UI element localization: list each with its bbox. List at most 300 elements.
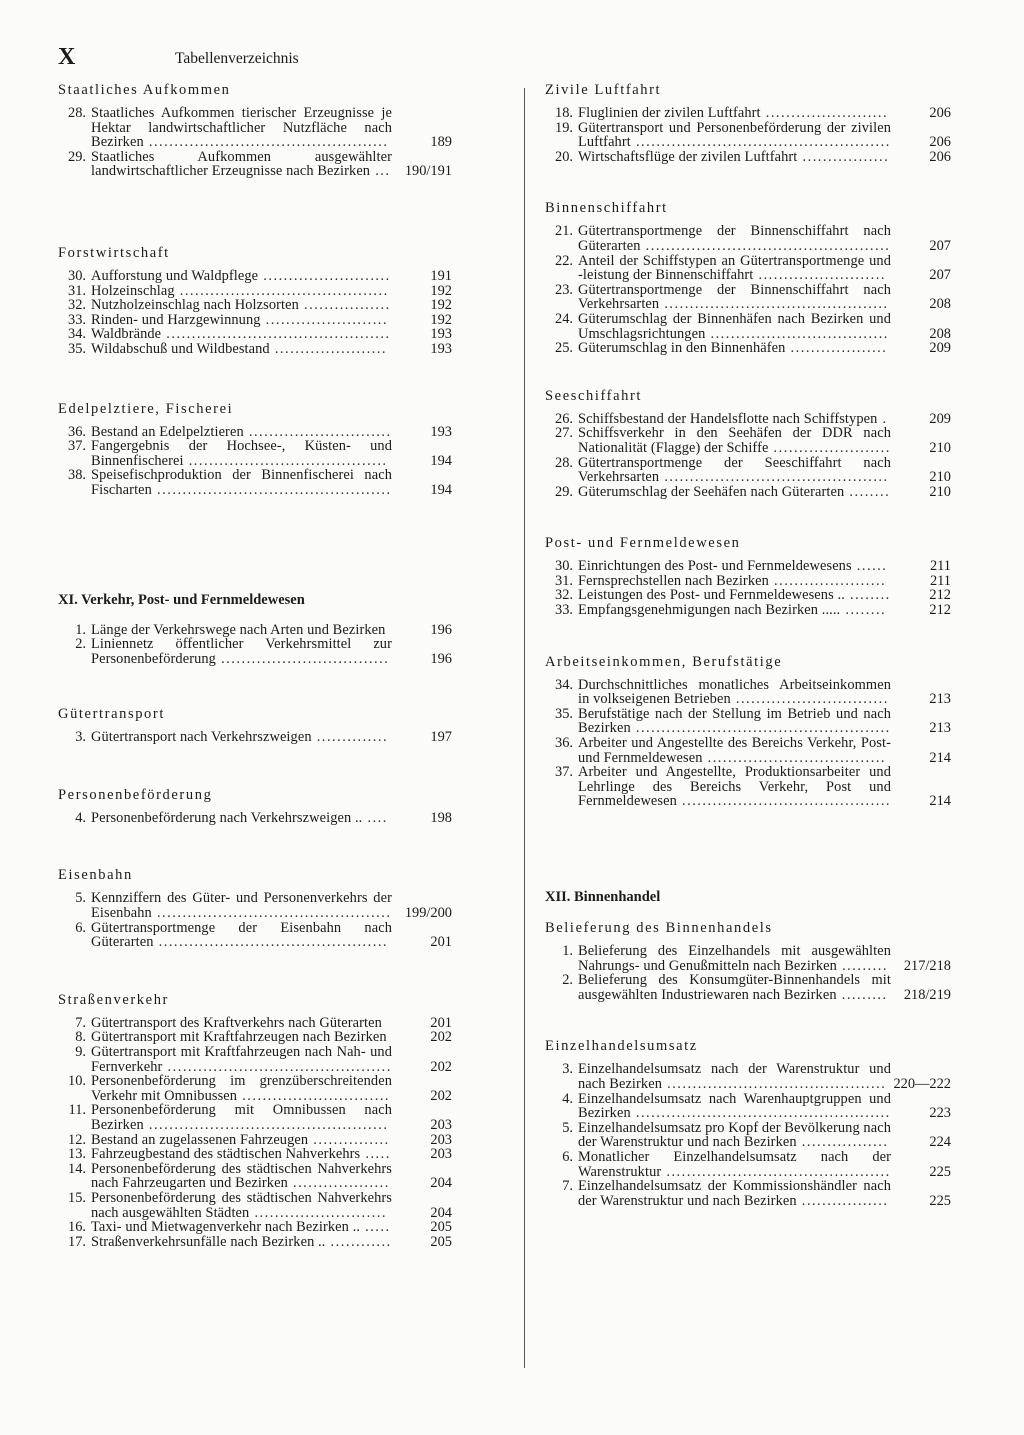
toc-entry[interactable] [58, 342, 452, 357]
page-reference: 208 [929, 296, 951, 313]
toc-entry[interactable] [58, 439, 452, 468]
dot-leader: ...... [851, 559, 888, 574]
page-reference: 205 [430, 1219, 452, 1236]
dot-leader: ............................................. [153, 934, 389, 950]
toc-entry[interactable] [58, 1147, 452, 1162]
left-column [58, 82, 452, 1249]
table-title: Güterumschlag der Binnenhäfen nach Bezirken und Umschlagsrichtungen ................................... [578, 311, 891, 342]
toc-entry[interactable] [58, 269, 452, 284]
table-number: 24. [555, 310, 573, 327]
toc-entry[interactable] [545, 736, 951, 765]
table-number: 33. [68, 311, 86, 328]
toc-entry[interactable] [545, 707, 951, 736]
table-title: Fluglinien der zivilen Luftfahrt ........................ [578, 106, 889, 121]
page-reference: 203 [430, 1117, 452, 1133]
dot-leader: ......... [836, 957, 888, 974]
page-reference: 211 [929, 572, 951, 589]
page-reference: 218/219 [903, 986, 951, 1003]
table-title: Personenbeförderung des städtischen Nahverkehrs nach ausgewählten Städten .......................... [91, 1190, 392, 1221]
dot-leader: ................................... [705, 325, 889, 342]
dot-leader: .................................................. [630, 134, 891, 150]
table-number: 37. [555, 764, 573, 781]
dot-leader: ............... [308, 1132, 390, 1148]
page-reference: 202 [430, 1087, 452, 1104]
section-heading: Gütertransport [58, 706, 165, 723]
toc-entry[interactable] [58, 623, 452, 638]
toc-section [545, 1038, 951, 1208]
table-number: 9. [75, 1044, 86, 1061]
toc-section [58, 787, 452, 826]
toc-section [545, 200, 951, 355]
toc-entry[interactable] [545, 1179, 951, 1208]
table-number: 35. [68, 340, 86, 357]
page-reference: 214 [929, 749, 951, 766]
page-reference: 202 [430, 1029, 452, 1046]
dot-leader: ................................. [215, 650, 390, 667]
dot-leader: ......................... [753, 267, 886, 283]
table-title: Straßenverkehrsunfälle nach Bezirken .. ............ [91, 1234, 392, 1250]
toc-section [58, 401, 452, 498]
toc-entry[interactable] [58, 1045, 452, 1074]
page-reference: 196 [430, 650, 452, 667]
toc-section [545, 535, 951, 617]
table-title: Einzelhandelsumsatz der Kommissionshändler nach der Warenstruktur und nach Bezirken ................. [578, 1179, 891, 1209]
table-title: Gütertransportmenge der Binnenschiffahrt nach Güterarten ................................................ [578, 224, 891, 254]
table-title: Wildabschuß und Wildbestand ...................... [91, 341, 387, 357]
table-number: 36. [68, 423, 86, 440]
table-title: Wirtschaftsflüge der zivilen Luftfahrt ................. [578, 149, 890, 165]
toc-entry[interactable] [545, 588, 951, 603]
dot-leader: .......................... [249, 1204, 387, 1221]
table-number: 30. [68, 267, 86, 284]
toc-entry[interactable] [545, 574, 951, 589]
table-number: 3. [75, 729, 86, 746]
table-number: 8. [75, 1029, 86, 1046]
dot-leader: ........................ [260, 312, 389, 328]
table-number: 32. [555, 587, 573, 604]
section-heading: Binnenschiffahrt [545, 200, 668, 217]
table-title: Fernsprechstellen nach Bezirken ...................... [578, 573, 887, 589]
right-column [545, 82, 951, 1208]
toc-entry[interactable] [58, 637, 452, 666]
toc-entry[interactable] [545, 1062, 951, 1091]
dot-leader: ............................................ [659, 296, 889, 312]
table-number: 19. [555, 119, 573, 136]
toc-entry[interactable] [58, 1074, 452, 1103]
table-number: 25. [555, 340, 573, 357]
table-title: Waldbrände ............................................ [91, 327, 391, 342]
page-reference: 201 [430, 934, 452, 951]
dot-leader: ........ [840, 603, 887, 618]
section-heading: Seeschiffahrt [545, 387, 643, 404]
page-reference: 198 [430, 809, 452, 826]
toc-entry[interactable] [545, 944, 951, 973]
table-title: Gütertransportmenge der Binnenschiffahrt nach Verkehrsarten ............................................ [578, 282, 891, 312]
table-title: Gütertransport nach Verkehrszweigen .............. [91, 730, 389, 745]
table-title: Einzelhandelsumsatz pro Kopf der Bevölkerung nach der Warenstruktur und nach Bezirken ................. [578, 1120, 891, 1150]
page-reference: 189 [430, 134, 452, 151]
dot-leader: ................... [785, 341, 888, 356]
toc-section [545, 889, 951, 906]
toc-entry[interactable] [545, 456, 951, 485]
table-number: 36. [555, 735, 573, 752]
toc-entry[interactable] [58, 891, 452, 920]
table-number: 32. [68, 297, 86, 314]
page-reference: 225 [929, 1192, 951, 1209]
toc-entry[interactable] [58, 1030, 452, 1045]
table-number: 12. [68, 1131, 86, 1148]
section-heading: Zivile Luftfahrt [545, 82, 662, 98]
table-title: Personenbeförderung nach Verkehrszweigen .. .... [91, 810, 388, 826]
page-reference: 190/191 [404, 163, 452, 180]
toc-entry[interactable] [545, 603, 951, 618]
table-title: Durchschnittliches monatliches Arbeitseinkommen in volkseigenen Betrieben .............................. [578, 677, 891, 707]
toc-entry[interactable] [545, 121, 951, 150]
chapter-heading: XII. Binnenhandel [545, 889, 661, 905]
dot-leader: .............................................. [151, 905, 392, 921]
toc-entry[interactable] [545, 283, 951, 312]
page-reference: 191 [430, 267, 452, 284]
chapter-heading: XI. Verkehr, Post- und Fernmeldewesen [58, 591, 305, 608]
toc-entry[interactable] [58, 1133, 452, 1148]
table-number: 6. [562, 1148, 573, 1165]
table-title: Gütertransport des Kraftverkehrs nach Güterarten [91, 1015, 382, 1031]
dot-leader: ................................... [702, 749, 887, 766]
page-reference: 201 [430, 1014, 452, 1031]
dot-leader: ............................................ [661, 1163, 891, 1180]
table-number: 16. [68, 1219, 86, 1236]
dot-leader: ............................................... [143, 1117, 389, 1133]
toc-entry[interactable] [58, 1103, 452, 1132]
dot-leader: ..... [360, 1147, 391, 1162]
table-title: Personenbeförderung im grenzüberschreitenden Verkehr mit Omnibussen ............................. [91, 1074, 392, 1104]
section-heading: Straßenverkehr [58, 991, 169, 1008]
table-number: 18. [555, 105, 573, 121]
page-number: X [58, 44, 77, 70]
dot-leader: .... [362, 810, 388, 826]
toc-entry[interactable] [545, 106, 951, 121]
column-divider [524, 88, 525, 1368]
section-heading: Staatliches Aufkommen [58, 82, 231, 98]
toc-entry[interactable] [545, 559, 951, 574]
table-title: Einrichtungen des Post- und Fernmeldewesens ...... [578, 559, 888, 574]
toc-entry[interactable] [58, 921, 452, 950]
table-title: Gütertransportmenge der Seeschiffahrt nach Verkehrsarten ............................................ [578, 455, 891, 485]
table-number: 5. [75, 890, 86, 907]
table-number: 10. [68, 1073, 86, 1090]
toc-section [58, 82, 452, 179]
toc-entry[interactable] [58, 468, 452, 497]
page-reference: 196 [430, 621, 452, 638]
table-title: Staatliches Aufkommen ausgewählter landwirtschaftlicher Erzeugnisse nach Bezirken ... [91, 149, 392, 179]
toc-entry[interactable] [58, 150, 452, 179]
dot-leader: .............. [311, 730, 389, 745]
table-title: Personenbeförderung des städtischen Nahverkehrs nach Fahrzeugarten und Bezirken ................... [91, 1161, 392, 1191]
dot-leader: .............................. [730, 691, 889, 707]
table-title: Belieferung des Konsumgüter-Binnenhandels mit ausgewählten Industriewaren nach Bezirken ......... [578, 973, 891, 1003]
table-title: Staatliches Aufkommen tierischer Erzeugnisse je Hektar landwirtschaftlicher Nutzfläche nach Bezirken ............................................... [91, 106, 392, 150]
table-number: 29. [555, 483, 573, 500]
toc-entry[interactable] [545, 765, 951, 809]
table-title: Holzeinschlag ......................................... [91, 283, 389, 299]
section-heading: Arbeitseinkommen, Berufstätige [545, 653, 783, 670]
table-title: Schiffsbestand der Handelsflotte nach Schiffstypen . [578, 411, 888, 427]
table-title: Gütertransport mit Kraftfahrzeugen nach Bezirken [91, 1030, 387, 1046]
dot-leader: ..... [360, 1220, 391, 1235]
toc-entry[interactable] [58, 1220, 452, 1235]
table-title: Berufstätige nach der Stellung im Betrieb und nach Bezirken .................................................. [578, 706, 891, 737]
page-reference: 193 [430, 326, 452, 343]
dot-leader: ............................................ [659, 469, 889, 485]
dot-leader: ........................ [760, 106, 889, 121]
page-reference: 199/200 [404, 905, 452, 922]
table-number: 4. [75, 809, 86, 826]
page-reference: 203 [430, 1131, 452, 1148]
table-title: Rinden- und Harzgewinnung ........................ [91, 312, 389, 328]
table-number: 3. [562, 1061, 573, 1078]
dot-leader: ...................... [269, 341, 387, 357]
page-reference: 203 [430, 1146, 452, 1163]
dot-leader: ........ [844, 588, 891, 604]
dot-leader: ......................................... [174, 283, 389, 299]
table-title: Länge der Verkehrswege nach Arten und Bezirken [91, 622, 386, 638]
section-heading: Einzelhandelsumsatz [545, 1038, 698, 1055]
toc-entry[interactable] [58, 284, 452, 299]
toc-entry[interactable] [58, 1162, 452, 1191]
page-reference: 210 [929, 469, 951, 486]
table-number: 20. [555, 148, 573, 165]
dot-leader: ......................... [258, 268, 391, 284]
toc-entry[interactable] [58, 811, 452, 826]
table-number: 33. [555, 602, 573, 619]
toc-entry[interactable] [58, 106, 452, 150]
table-number: 35. [555, 705, 573, 722]
table-number: 4. [562, 1090, 573, 1107]
toc-entry[interactable] [58, 1235, 452, 1250]
toc-entry[interactable] [545, 224, 951, 253]
table-title: Güterumschlag in den Binnenhäfen ................... [578, 341, 888, 356]
table-number: 14. [68, 1160, 86, 1177]
page-reference: 214 [929, 793, 951, 810]
toc-entry[interactable] [545, 1092, 951, 1121]
table-title: Fangergebnis der Hochsee-, Küsten- und Binnenfischerei ....................................... [91, 439, 392, 469]
page-reference: 209 [929, 340, 951, 357]
page-reference: 225 [929, 1163, 951, 1180]
toc-entry[interactable] [58, 327, 452, 342]
page-reference: 212 [929, 587, 951, 604]
dot-leader: ............................. [237, 1087, 391, 1104]
section-heading: Edelpelztiere, Fischerei [58, 400, 234, 417]
table-title: Fahrzeugbestand des städtischen Nahverkehrs ..... [91, 1147, 391, 1162]
table-number: 21. [555, 223, 573, 240]
table-title: Nutzholzeinschlag nach Holzsorten ................. [91, 298, 391, 313]
table-number: 5. [562, 1119, 573, 1136]
toc-entry[interactable] [545, 973, 951, 1002]
toc-section [545, 654, 951, 809]
table-title: Gütertransport mit Kraftfahrzeugen nach Nah- und Fernverkehr ............................................ [91, 1045, 392, 1075]
table-number: 28. [68, 105, 86, 121]
table-title: Einzelhandelsumsatz nach Warenhauptgruppen und Bezirken .................................................. [578, 1091, 891, 1121]
toc-entry[interactable] [58, 1016, 452, 1031]
page-reference: 209 [929, 410, 951, 427]
toc-entry[interactable] [545, 485, 951, 500]
table-title: Liniennetz öffentlicher Verkehrsmittel zur Personenbeförderung ................................. [91, 637, 392, 667]
page-reference: 208 [929, 325, 951, 342]
table-title: Bestand an Edelpelztieren ............................ [91, 424, 392, 440]
dot-leader: . [877, 411, 888, 427]
page-reference: 210 [929, 483, 951, 500]
dot-leader: ... [370, 163, 391, 179]
table-title: Empfangsgenehmigungen nach Bezirken ..... ........ [578, 603, 887, 618]
page-reference: 212 [929, 602, 951, 619]
page-reference: 206 [929, 105, 951, 121]
table-number: 15. [68, 1189, 86, 1206]
table-number: 28. [555, 454, 573, 471]
section-heading: Forstwirtschaft [58, 244, 170, 261]
toc-section [58, 992, 452, 1250]
toc-section [58, 706, 452, 745]
dot-leader: .............................................. [151, 481, 392, 498]
dot-leader: ................. [796, 1192, 889, 1209]
dot-leader: ................. [797, 149, 890, 165]
dot-leader: ................. [298, 298, 391, 313]
section-heading: Personenbeförderung [58, 786, 213, 803]
toc-entry[interactable] [545, 341, 951, 356]
table-number: 31. [555, 572, 573, 589]
table-title: Personenbeförderung mit Omnibussen nach Bezirken ............................................... [91, 1103, 392, 1133]
table-title: Schiffsverkehr in den Seehäfen der DDR nach Nationalität (Flagge) der Schiffe ....................... [578, 426, 891, 456]
page-reference: 204 [430, 1175, 452, 1192]
toc-section [58, 245, 452, 357]
table-title: Einzelhandelsumsatz nach der Warenstruktur und nach Bezirken ........................................... [578, 1062, 891, 1092]
table-number: 27. [555, 425, 573, 442]
dot-leader: ......................................... [676, 793, 891, 809]
page-reference: 205 [430, 1233, 452, 1250]
table-title: Belieferung des Einzelhandels mit ausgewählten Nahrungs- und Genußmitteln nach Bezirken ......... [578, 944, 891, 974]
table-title: Monatlicher Einzelhandelsumsatz nach der Warenstruktur ............................................ [578, 1149, 891, 1180]
toc-entry[interactable] [545, 254, 951, 283]
toc-section [545, 388, 951, 500]
section-heading: Belieferung des Binnenhandels [545, 920, 773, 936]
page-reference: 192 [430, 297, 452, 314]
dot-leader: ....................... [768, 439, 891, 456]
table-title: Bestand an zugelassenen Fahrzeugen ............... [91, 1132, 390, 1148]
table-title: Gütertransport und Personenbeförderung der zivilen Luftfahrt .................................................. [578, 120, 891, 150]
toc-section [58, 867, 452, 949]
table-number: 34. [68, 326, 86, 343]
toc-entry[interactable] [58, 313, 452, 328]
toc-section [545, 920, 951, 1002]
table-title: Leistungen des Post- und Fernmeldewesens .. ........ [578, 588, 891, 604]
table-title: Taxi- und Mietwagenverkehr nach Bezirken .. ..... [91, 1220, 391, 1235]
page-reference: 206 [929, 134, 951, 151]
running-header [58, 44, 299, 71]
table-number: 2. [75, 636, 86, 653]
page-reference: 224 [929, 1134, 951, 1151]
page-reference: 220—222 [893, 1075, 951, 1092]
table-number: 11. [68, 1102, 86, 1119]
page-reference: 192 [430, 311, 452, 328]
dot-leader: ............................ [243, 424, 392, 440]
table-number: 13. [68, 1146, 86, 1163]
page-reference: 202 [430, 1058, 452, 1075]
table-title: Güterumschlag der Seehäfen nach Güterarten ........ [578, 484, 891, 500]
section-heading: Post- und Fernmeldewesen [545, 535, 741, 552]
section-heading: Eisenbahn [58, 867, 133, 884]
toc-entry[interactable] [545, 1121, 951, 1150]
toc-entry[interactable] [545, 150, 951, 165]
table-number: 1. [75, 621, 86, 638]
table-title: Speisefischproduktion der Binnenfischerei nach Fischarten .............................................. [91, 468, 392, 498]
dot-leader: ....................................... [183, 452, 388, 469]
toc-entry[interactable] [545, 678, 951, 707]
dot-leader: ......... [836, 986, 888, 1003]
table-number: 38. [68, 467, 86, 484]
dot-leader: ........ [844, 484, 891, 500]
dot-leader: ................. [796, 1134, 889, 1150]
toc-entry[interactable] [545, 412, 951, 427]
running-title: Tabellenverzeichnis [175, 50, 299, 67]
page-reference: 207 [929, 267, 951, 284]
table-number: 23. [555, 281, 573, 298]
table-title: Aufforstung und Waldpflege ......................... [91, 268, 391, 284]
toc-entry[interactable] [545, 312, 951, 341]
dot-leader: ............................................ [161, 327, 391, 342]
toc-entry[interactable] [58, 298, 452, 313]
page-reference: 206 [929, 148, 951, 165]
toc-entry[interactable] [58, 1191, 452, 1220]
toc-entry[interactable] [58, 425, 452, 440]
toc-entry[interactable] [58, 730, 452, 745]
table-title: Gütertransportmenge der Eisenbahn nach Güterarten ............................................. [91, 920, 392, 950]
table-title: Anteil der Schiffstypen an Gütertransportmenge und -leistung der Binnenschiffahrt ......................... [578, 253, 891, 283]
dot-leader: ................... [287, 1175, 390, 1191]
dot-leader: ...................... [768, 573, 887, 589]
table-number: 30. [555, 558, 573, 575]
page-reference: 217/218 [903, 957, 951, 974]
toc-entry[interactable] [545, 426, 951, 455]
page-reference: 213 [929, 720, 951, 737]
table-number: 29. [68, 148, 86, 165]
table-number: 31. [68, 282, 86, 299]
table-number: 6. [75, 919, 86, 936]
page-reference: 194 [430, 481, 452, 498]
page-reference: 223 [929, 1105, 951, 1122]
dot-leader: ............................................ [162, 1058, 392, 1075]
table-number: 7. [562, 1178, 573, 1195]
dot-leader: ............................................... [143, 134, 389, 150]
table-number: 2. [562, 972, 573, 989]
table-number: 37. [68, 438, 86, 455]
table-title: Arbeiter und Angestellte, Produktionsarbeiter und Lehrlinge des Bereichs Verkehr, Post und Fernmeldewesen ......................................... [578, 765, 891, 809]
toc-section [545, 82, 951, 164]
toc-entry[interactable] [545, 1150, 951, 1179]
dot-leader: .................................................. [630, 720, 891, 737]
table-title: Arbeiter und Angestellte des Bereichs Verkehr, Post- und Fernmeldewesen ................................... [578, 736, 891, 766]
table-number: 1. [562, 943, 573, 959]
table-title: Kennziffern des Güter- und Personenverkehrs der Eisenbahn .............................................. [91, 891, 392, 921]
dot-leader: .................................................. [630, 1105, 891, 1121]
dot-leader: ............ [325, 1234, 392, 1250]
table-number: 26. [555, 410, 573, 427]
dot-leader: ........................................... [662, 1075, 887, 1092]
page-reference: 192 [430, 282, 452, 299]
toc-section [58, 592, 452, 667]
table-number: 22. [555, 252, 573, 269]
page-reference: 211 [929, 558, 951, 575]
page-reference: 197 [430, 729, 452, 746]
table-number: 34. [555, 676, 573, 693]
